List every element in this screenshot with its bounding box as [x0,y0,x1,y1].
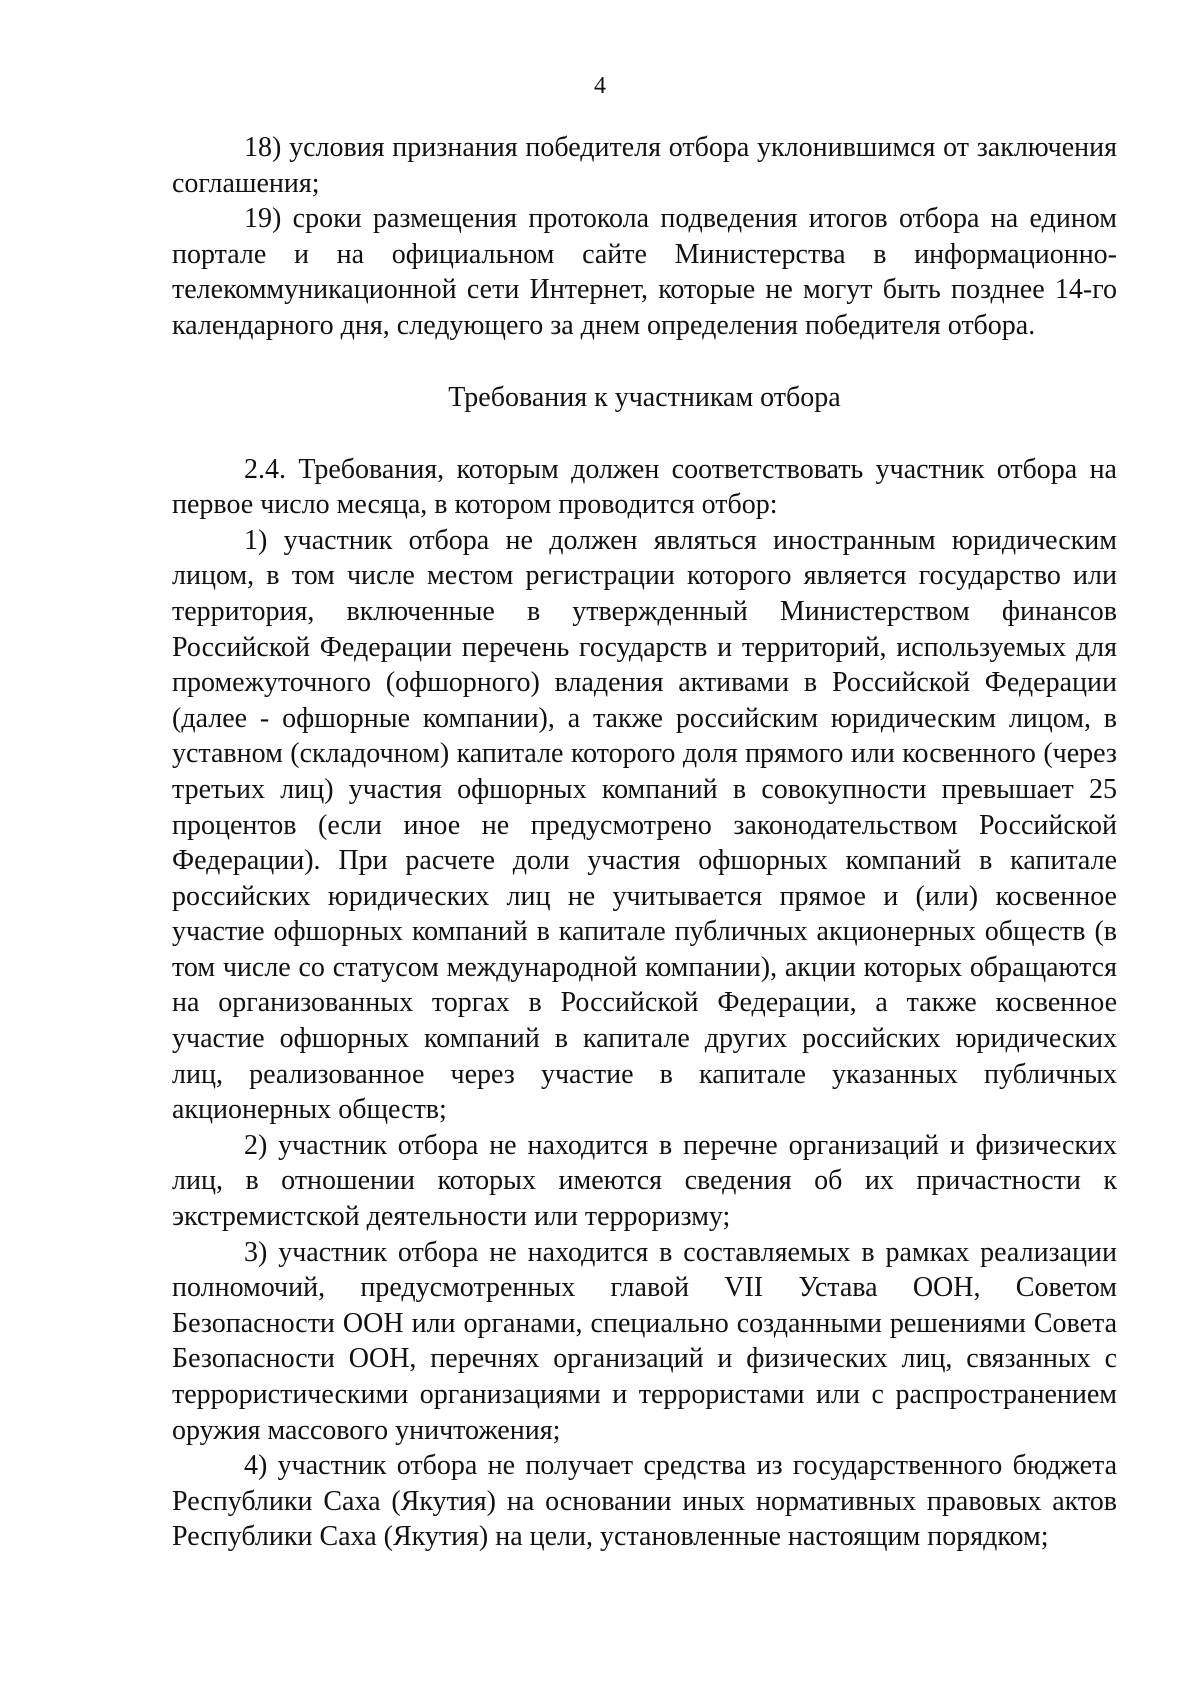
list-item-19: 19) сроки размещения протокола подведения итогов отбора на едином портале и на официальном сайте Министерства в информационно-телекоммуникационной сети Интернет, которые не могут быть позднее 14-го календарного дня, следующего за днем определения победителя отбора. [172,203,1117,341]
page-number: 4 [594,73,606,99]
clause-2-4: 2.4. Требования, которым должен соответствовать участник отбора на первое число месяца, в котором проводится отбор: [172,453,1117,521]
requirement-item-4: 4) участник отбора не получает средства из государственного бюджета Республики Саха (Якутия) на основании иных нормативных правовых актов Республики Саха (Якутия) на цели, установленные настоящим порядком; [172,1450,1117,1553]
section-heading: Требования к участникам отбора [448,381,841,413]
requirement-item-1: 1) участник отбора не должен являться иностранным юридическим лицом, в том числе местом регистрации которого является государство или территория, включенные в утвержденный Министерством финансов Российской Федерации перечень государств и территорий, используемых для промежуточного (офшорного) владения активами в Российской Федерации (далее - офшорные компании), а также российским юридическим лицом, в уставном (складочном) капитале которого доля прямого или косвенного (через третьих лиц) участия офшорных компаний в совокупности превышает 25 процентов (если иное не предусмотрено законодательством Российской Федерации). При расчете доли участия офшорных компаний в капитале российских юридических лиц не учитывается прямое и (или) косвенное участие офшорных компаний в капитале публичных акционерных обществ (в том числе со статусом международной компании), акции которых обращаются на организованных торгах в Российской Федерации, а также косвенное участие офшорных компаний в капитале других российских юридических лиц, реализованное через участие в капитале указанных публичных акционерных обществ; [172,524,1117,1126]
list-item-18: 18) условия признания победителя отбора уклонившимся от заключения соглашения; [172,132,1117,199]
requirement-item-2: 2) участник отбора не находится в перечне организаций и физических лиц, в отношении которых имеются сведения об их причастности к экстремистской деятельности или терроризму; [172,1129,1117,1233]
requirement-item-3: 3) участник отбора не находится в составляемых в рамках реализации полномочий, предусмотренных главой VII Устава ООН, Советом Безопасности ООН или органами, специально созданными решениями Совета Безопасности ООН, перечнях организаций и физических лиц, связанных с террористическими организациями и террористами или с распространением оружия массового уничтожения; [172,1236,1117,1446]
document-body [172,130,1117,1555]
